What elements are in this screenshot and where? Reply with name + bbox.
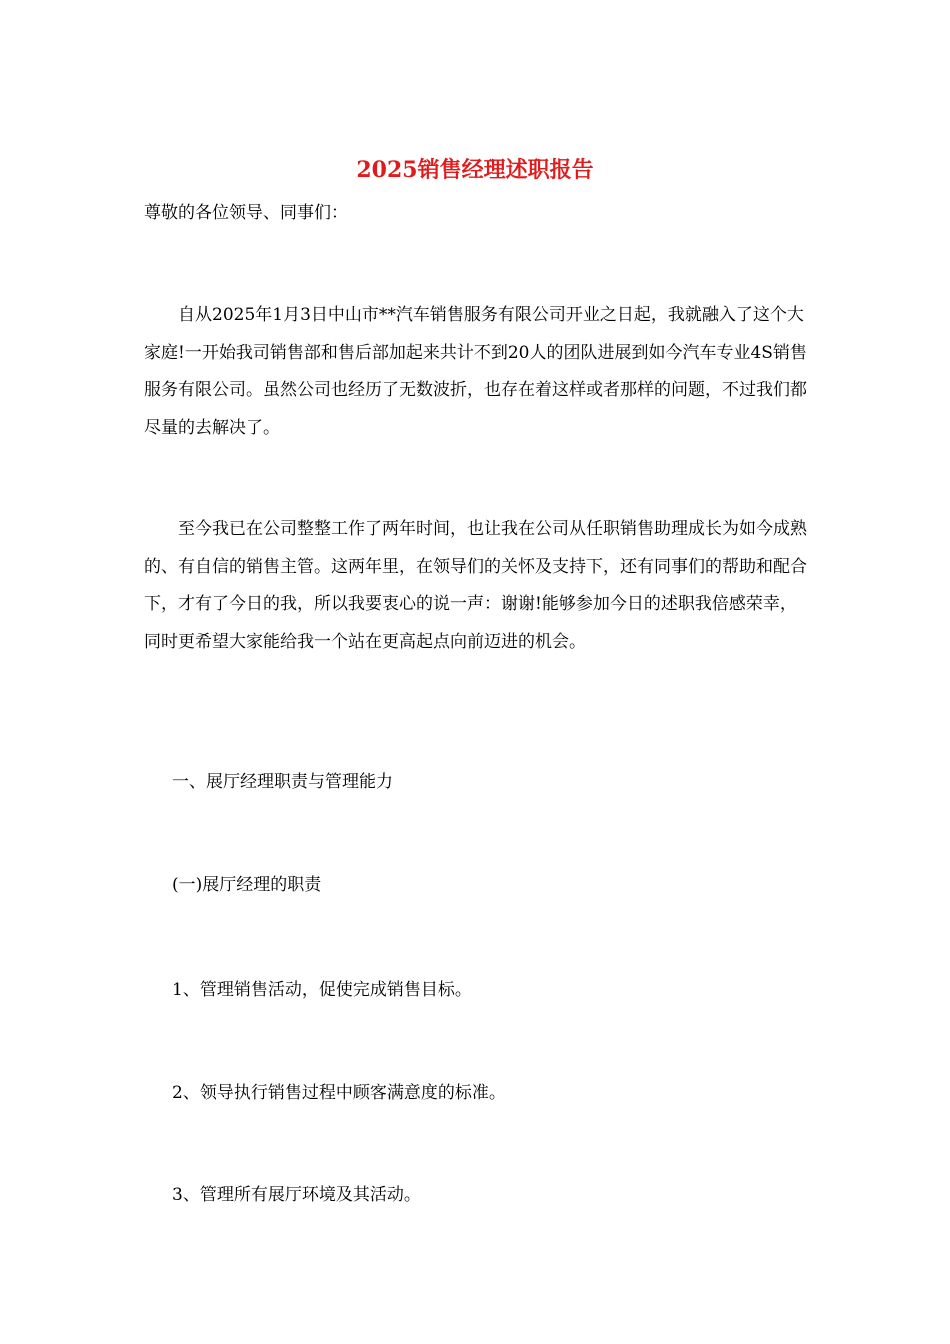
- section-heading: 一、展厅经理职责与管理能力: [172, 772, 393, 792]
- list-item: 1、管理销售活动，促使完成销售目标。: [172, 980, 472, 1000]
- body-paragraph-2: 至今我已在公司整整工作了两年时间，也让我在公司从任职销售助理成长为如今成熟的、有自信的销售主管。这两年里，在领导们的关怀及支持下，还有同事们的帮助和配合下，才有了今日的我，所以我要衷心的说一声：谢谢!能够参加今日的述职我倍感荣幸，同时更希望大家能给我一个站在更高起点向前迈进的机会。: [144, 519, 807, 652]
- list-item: 3、管理所有展厅环境及其活动。: [172, 1185, 421, 1205]
- subsection-heading: (一)展厅经理的职责: [172, 875, 322, 895]
- document-title: 2025销售经理述职报告: [356, 157, 594, 183]
- body-paragraph-1: 自从2025年1月3日中山市**汽车销售服务有限公司开业之日起，我就融入了这个大家庭!一开始我司销售部和售后部加起来共计不到20人的团队进展到如今汽车专业4S销售服务有限公司。虽然公司也经历了无数波折，也存在着这样或者那样的问题，不过我们都尽量的去解决了。: [144, 305, 807, 438]
- salutation: 尊敬的各位领导、同事们：: [144, 203, 348, 223]
- list-item: 2、领导执行销售过程中顾客满意度的标准。: [172, 1083, 506, 1103]
